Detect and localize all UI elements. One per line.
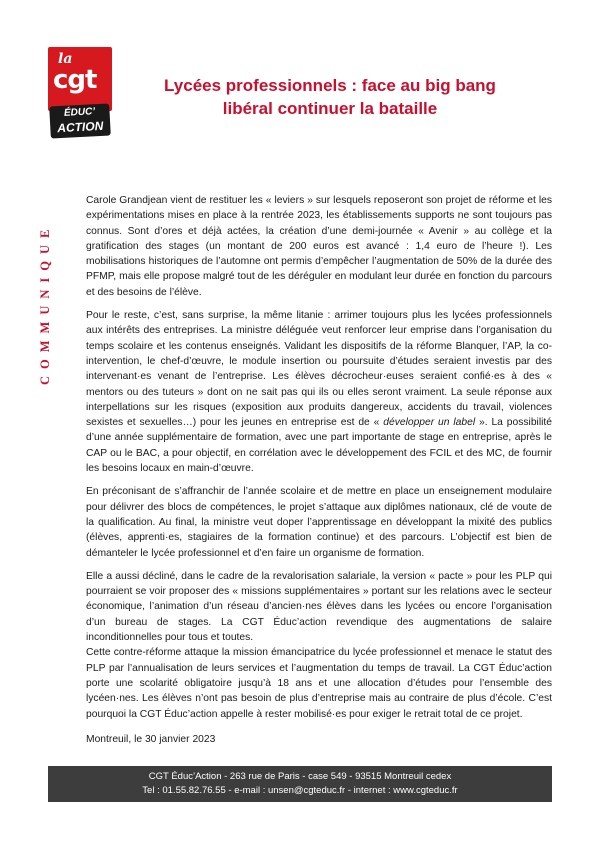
- logo-educaction-badge: [49, 103, 111, 138]
- footer-address: CGT Éduc’Action - 263 rue de Paris - case 549 - 93515 Montreuil cedex: [148, 771, 452, 782]
- logo-la-text: la: [58, 51, 73, 67]
- paragraph-2-italic: développer un label: [383, 417, 476, 429]
- title-line-1: Lycées professionnels : face au big bang: [164, 76, 496, 95]
- footer-contact-bar: [48, 766, 552, 802]
- press-release-body: [86, 193, 552, 755]
- paragraph-5: Cette contre-réforme attaque la mission émancipatrice du lycée professionnel et menace le statut des PLP par l’annualisation de leurs services et l’augmentation du temps de travail. La CGT Éduc’action porte une scolarité obligatoire jusqu’à 18 ans et une allocation d’études pour l’ensemble des lycéen·nes. Les élèves n’ont pas besoin de plus d’entreprise mais au contraire de plus d’école. C’est pourquoi la CGT Éduc’action appelle à rester mobilisé·es pour exiger le retrait total de ce projet.: [86, 647, 552, 720]
- communique-side-label: COMMUNIQUE: [38, 222, 52, 385]
- paragraph-3: En préconisant de s’affranchir de l’année scolaire et de mettre en place un enseignement modulaire pour délivrer des blocs de compétences, le projet s’attaque aux diplômes nationaux, clé de voute de la qualification. Au final, la ministre veut doper l’apprentissage en développant la mixité des publics (élèves, apprenti·es, stagiaires de la formation continue) et des parcours. L’objectif est bien de démanteler le lycée professionnel et d’en faire un organisme de formation.: [86, 486, 552, 559]
- paragraph-2-text-b: ». La possibilité d’une année supplémentaire de formation, avec une part importante de stage en entreprise, après le CAP ou le BAC, a pour objectif, en corrélation avec le développement des FCIL et des MC, de fournir les besoins locaux en main-d’œuvre.: [86, 417, 552, 475]
- logo-cgt-text: cgt: [53, 65, 97, 95]
- logo-action-text: ACTION: [56, 118, 104, 136]
- logo-educ-text: ÉDUC’: [63, 106, 96, 119]
- footer-contacts: Tel : 01.55.82.76.55 - e-mail : unsen@cgteduc.fr - internet : www.cgteduc.fr: [142, 785, 458, 796]
- title-line-2: libéral continuer la bataille: [222, 99, 438, 118]
- signature-date: Montreuil, le 30 janvier 2023: [86, 733, 216, 745]
- logo-red-block: [48, 47, 112, 111]
- paragraph-4: Elle a aussi décliné, dans le cadre de la revalorisation salariale, la version « pacte » pour les PLP qui pourraient se voir proposer des « missions supplémentaires » portant sur les relations avec le secteur économique, l’animation d’un réseau d’ancien·nes élèves dans les lycées ou encore l’organisation d’un bureau de stages. La CGT Éduc’action revendique des augmentations de salaire inconditionnelles pour tous et toutes.: [86, 570, 552, 644]
- paragraph-2-text-a: Pour le reste, c’est, sans surprise, la même litanie : arrimer toujours plus les lycées professionnels aux intérêts des entreprises. La ministre déléguée veut renforcer leur emprise dans l’organisation du temps scolaire et les contenus enseignés. Validant les dispositifs de la réforme Blanquer, l’AP, la co-intervention, le chef-d’œuvre, le module insertion ou poursuite d’études seraient investis par des intervenant·es venant de l’entreprise. Les élèves décrocheur·euses seraient confié·es à des « mentors ou des tuteurs » dont on ne sait pas qui ils ou elles seront vraiment. La seule réponse aux interpellations sur les risques (exposition aux produits dangereux, accidents du travail, violences sexistes et sexuelles…) pour les jeunes en entreprise est de «: [86, 310, 552, 429]
- paragraph-2: [86, 308, 552, 476]
- paragraph-1: Carole Grandjean vient de restituer les « leviers » sur lesquels reposeront son projet de réforme et les expérimentations mises en place à la rentrée 2023, les établissements supports ne sont toujours pas connus. Sont d’ores et déjà actées, la création d’une demi-journée « Avenir » au collège et la gratification des stages (un montant de 200 euros est avancé : 1,4 euro de l’heure !). Les mobilisations historiques de l’automne ont permis d’empêcher l’augmentation de 50% de la durée des PFMP, mais elle propose malgré tout de les déréguler en modulant leur durée en fonction du parcours et des besoins de l’élève.: [86, 195, 552, 298]
- cgt-educaction-logo: [48, 47, 112, 139]
- page-title: [130, 74, 530, 120]
